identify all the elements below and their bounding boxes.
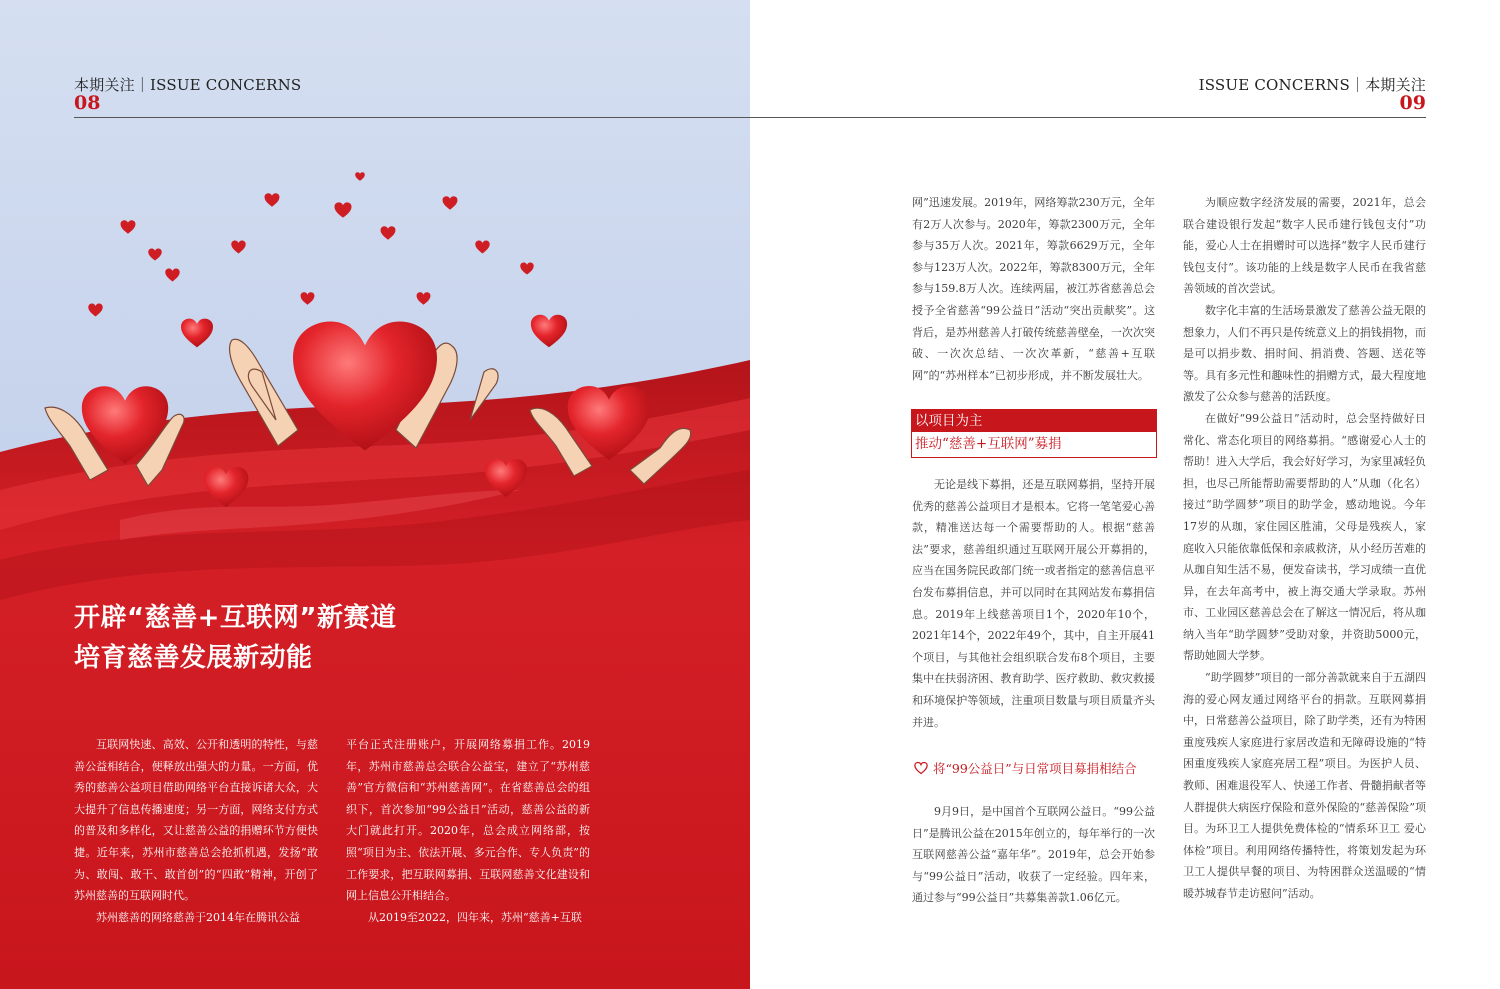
- text-column-3: [912, 192, 1155, 386]
- paragraph: 从2019至2022，四年来，苏州“慈善+互联: [368, 910, 582, 924]
- paragraph: 平台正式注册账户，开展网络募捐工作。2019年，苏州市慈善总会联合公益宝，建立了“苏州慈善”官方微信和“苏州慈善网”。在省慈善总会的组织下，首次参加“99公益日”活动，慈善公益的新大门就此打开。2020年，总会成立网络部，按照“项目为主、依法开展、多元合作、专人负责”的工作要求，把互联网募捐、互联网慈善文化建设和网上信息公开相结合。: [346, 738, 590, 903]
- paragraph: 数字化丰富的生活场景激发了慈善公益无限的想象力，人们不再只是传统意义上的捐钱捐物，而是可以捐步数、捐时间、捐消费、答题、送花等等。具有多元性和趣味性的捐赠方式，最大程度地激发了公众参与慈善的活跃度。: [1183, 303, 1426, 404]
- section-heading-line-2: 推动“慈善+互联网”募捐: [915, 436, 1062, 452]
- paragraph: 无论是线下募捐，还是互联网募捐，坚持开展优秀的慈善公益项目才是根本。它将一笔笔爱心善款，精准送达每一个需要帮助的人。根据“慈善法”要求，慈善组织通过互联网开展公开募捐的，应当在国务院民政部门统一或者指定的慈善信息平台发布募捐信息，并可以同时在其网站发布募捐信息。2019年上线慈善项目1个，2020年10个，2021年14个，2022年49个，其中，自主开展41个项目，与其他社会组织联合发布8个项目，主要集中在扶弱济困、教育助学、医疗救助、救灾救援和环境保护等领域，注重项目数量与项目质量齐头并进。: [912, 478, 1155, 729]
- page-number-left: 08: [74, 92, 101, 114]
- paragraph: 在做好“99公益日”活动时，总会坚持做好日常化、常态化项目的网络募捐。“感谢爱心人士的帮助！进入大学后，我会好好学习，为家里减轻负担，也尽己所能帮助需要帮助的人”从珈（化名）接过“助学圆梦”项目的助学金，感动地说。今年17岁的从珈，家住园区胜浦，父母是残疾人，家庭收入只能依靠低保和亲戚救济，从小经历苦难的从珈自知生活不易，便发奋读书，学习成绩一直优异，在去年高考中，被上海交通大学录取。苏州市、工业园区慈善总会在了解这一情况后，将从珈纳入当年“助学圆梦”受助对象，并资助5000元，帮助她圆大学梦。: [1183, 411, 1426, 663]
- heart-outline-icon: [914, 761, 928, 775]
- section-heading-box: [911, 409, 1157, 458]
- text-column-1: [74, 734, 318, 928]
- paragraph: 9月9日，是中国首个互联网公益日。“99公益日”是腾讯公益在2015年创立的，每年举行的一次互联网慈善公益“嘉年华”。2019年，总会开始参与“99公益日”活动，收获了一定经验。四年来，通过参与“99公益日”共募集善款1.06亿元。: [912, 805, 1155, 905]
- paragraph: 网”迅速发展。2019年，网络筹款230万元，全年有2万人次参与。2020年，筹款2300万元，全年参与35万人次。2021年，筹款6629万元，全年参与123万人次。2022年，筹款8300万元，全年参与159.8万人次。连续两届，被江苏省慈善总会授予全省慈善“99公益日”活动“突出贡献奖”。这背后，是苏州慈善人打破传统慈善壁垒，一次次突破、一次次总结、一次次革新，“慈善+互联网”的“苏州样本”已初步形成，并不断发展壮大。: [912, 196, 1155, 382]
- text-column-3-middle: [912, 474, 1155, 733]
- title-line-1: 开辟“慈善+互联网”新赛道: [74, 603, 397, 633]
- text-column-2: [346, 734, 590, 928]
- paragraph: 互联网快速、高效、公开和透明的特性，与慈善公益相结合，便释放出强大的力量。一方面，优秀的慈善公益项目借助网络平台直接诉诸大众，大大提升了信息传播速度；另一方面，网络支付方式的普及和多样化，又让慈善公益的捐赠环节方便快捷。近年来，苏州市慈善总会抢抓机遇，发扬“敢为、敢闯、敢干、敢首创”的“四敢”精神，开创了苏州慈善的互联网时代。: [74, 738, 318, 903]
- text-column-4: [1183, 192, 1426, 905]
- text-column-3-bottom: [912, 801, 1155, 909]
- section-heading-line-1: 以项目为主: [912, 410, 1156, 432]
- page-number-right: 09: [1399, 92, 1426, 114]
- header-right-label: ISSUE CONCERNS｜本期关注: [1198, 76, 1426, 94]
- title-line-2: 培育慈善发展新动能: [74, 643, 313, 673]
- header-rule: [74, 117, 1426, 118]
- paragraph: 苏州慈善的网络慈善于2014年在腾讯公益: [96, 910, 300, 924]
- article-title: [74, 598, 396, 678]
- paragraph: 为顺应数字经济发展的需要，2021年，总会联合建设银行发起“数字人民币建行钱包支付”功能，爱心人士在捐赠时可以选择“数字人民币建行钱包支付”。该功能的上线是数字人民币在我省慈善领域的首次尝试。: [1183, 196, 1426, 296]
- header-left-label: 本期关注｜ISSUE CONCERNS: [74, 76, 302, 94]
- subsection-heading-text: 将“99公益日”与日常项目募捐相结合: [933, 761, 1137, 776]
- subsection-heading: [914, 759, 1164, 779]
- paragraph: “助学圆梦”项目的一部分善款就来自于五湖四海的爱心网友通过网络平台的捐款。互联网募捐中，日常慈善公益项目，除了助学类，还有为特困重度残疾人家庭进行家居改造和无障碍设施的“特困重度残疾人家庭亮居工程”项目。为医护人员、教师、困难退役军人、快递工作者、骨髓捐献者等人群提供大病医疗保险和意外保险的“慈善保险”项目。为环卫工人提供免费体检的“情系环卫工 爱心体检”项目。利用网络传播特性，将策划发起为环卫工人提供早餐的项目、为特困群众送温暖的“情暖苏城春节走访慰问”活动。: [1183, 671, 1426, 900]
